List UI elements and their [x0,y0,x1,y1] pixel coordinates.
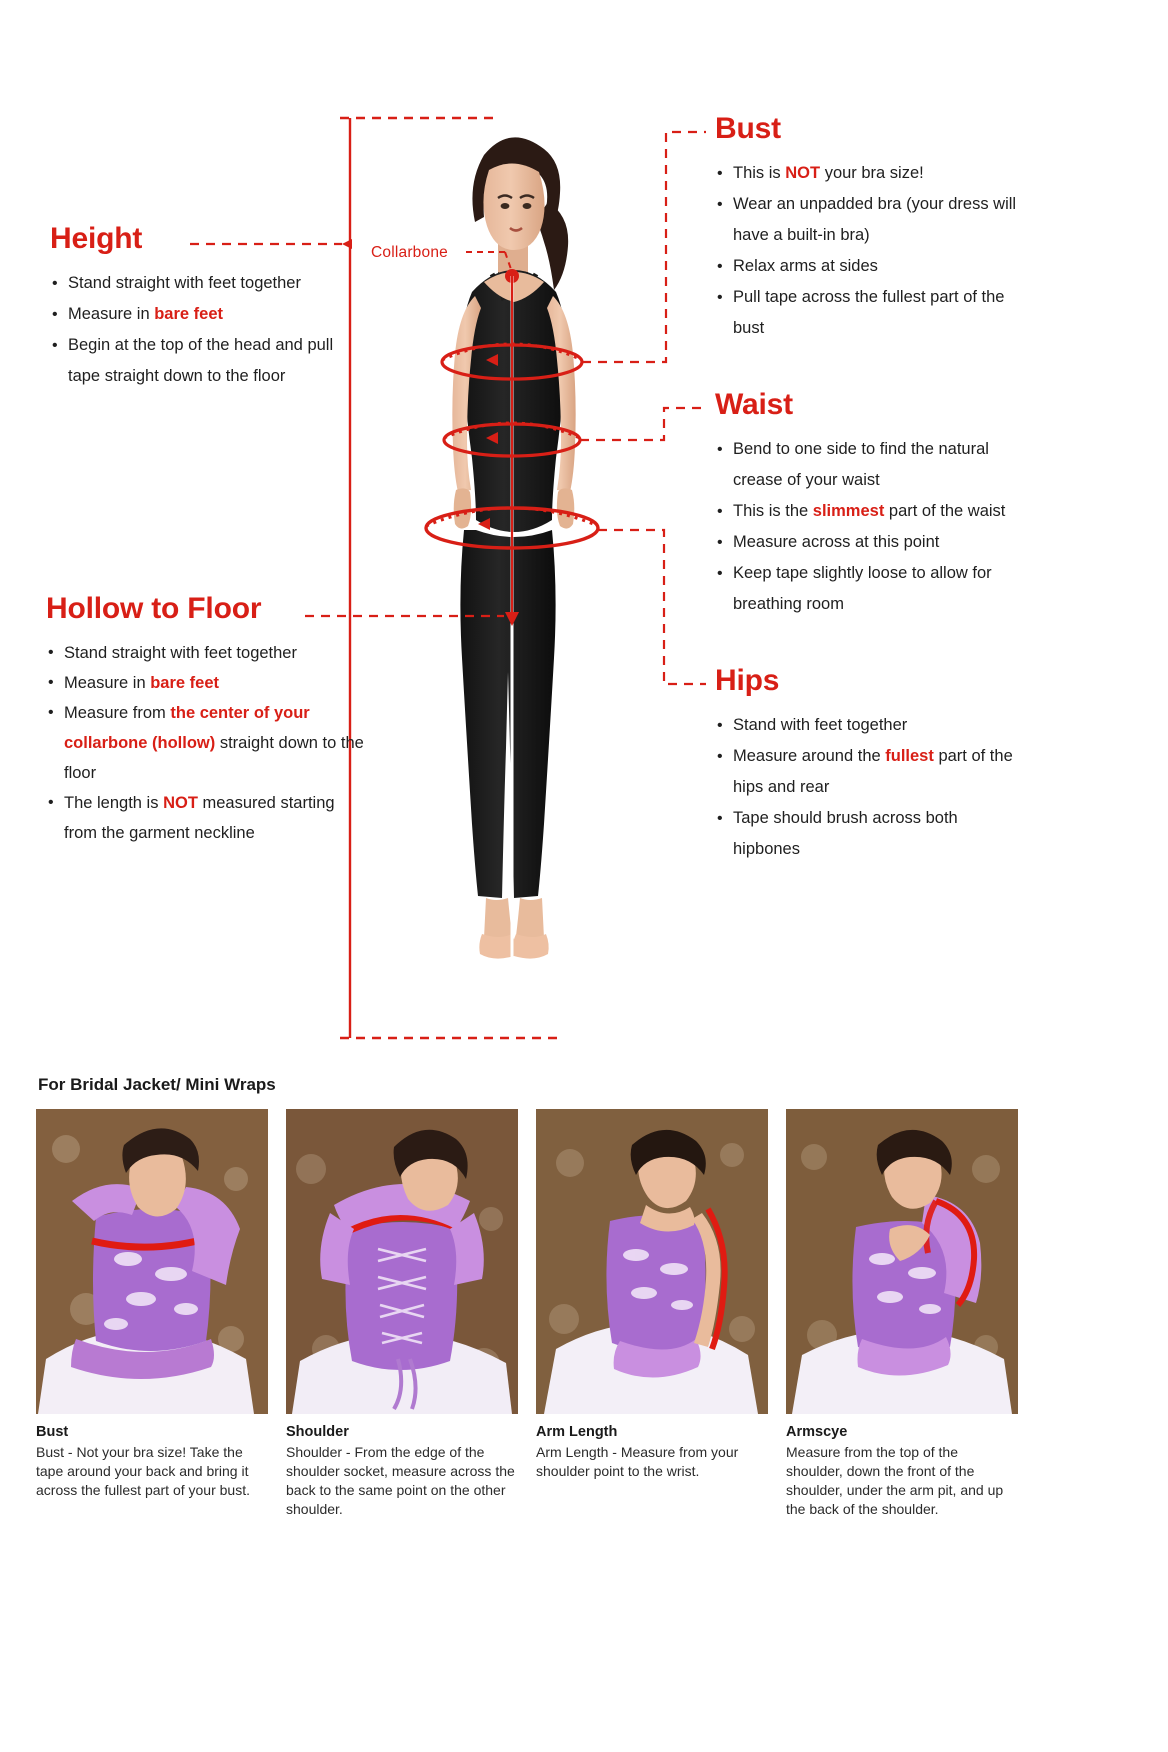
bullet-text: This is the [733,502,813,520]
bodysuit-legs [460,530,555,898]
bride-arm-length-photo [536,1109,768,1414]
card-title: Bust [36,1424,69,1440]
bullet-item [46,668,366,698]
list-item [536,1109,768,1519]
bullet-item [715,558,1030,620]
bullet-text: straight down to the floor [64,734,364,782]
bust-title: Bust [715,112,781,145]
bridal-jacket-title: For Bridal Jacket/ Mini Wraps [38,1075,276,1094]
bullet-text: This is [733,164,786,182]
bullet-item [715,741,1015,803]
bullet-text: Tape should brush across both hipbones [733,809,958,858]
height-block [50,222,350,392]
card-title: Shoulder [286,1424,349,1440]
bullet-text: Bend to one side to find the natural crease of your waist [733,440,989,489]
bullet-item [46,788,366,848]
bullet-item [715,158,1025,189]
list-item [36,1109,268,1519]
bullet-text: Wear an unpadded bra (your dress will have a built-in bra) [733,195,1017,244]
height-title: Height [50,222,143,255]
bullet-item [46,638,366,668]
bullet-text: Measure from [64,704,171,722]
highlight-text: NOT [785,164,821,182]
list-item [786,1109,1018,1519]
bridal-jacket-cards [36,1109,1132,1519]
hips-block [715,664,1015,865]
bullet-text: part of the waist [884,502,1006,520]
bullet-text: Measure in [68,305,155,323]
highlight-text: bare feet [150,674,219,692]
waist-bullets [715,434,1030,620]
bullet-text: Relax arms at sides [733,257,878,275]
hollow-to-floor-block [46,592,366,848]
bullet-item [715,803,1015,865]
card-text: Shoulder - From the edge of the shoulder socket, measure across the back to the same point on the other shoulder. [286,1444,515,1517]
bride-back-bolero-photo [286,1109,518,1414]
highlight-text: fullest [885,747,934,765]
bullet-text: Stand with feet together [733,716,908,734]
hollow-to-floor-title: Hollow to Floor [46,592,262,625]
bullet-text: your bra size! [820,164,924,182]
bride-front-bolero-photo [36,1109,268,1414]
bullet-item [715,527,1030,558]
bullet-item [715,434,1030,496]
bullet-text: Measure across at this point [733,533,940,551]
waist-block [715,388,1030,620]
bust-bullets [715,158,1025,344]
highlight-text: the center of your collarbone (hollow) [64,704,310,752]
bridal-jacket-section [0,1075,1168,1519]
waist-title: Waist [715,388,793,421]
bullet-item [50,299,350,330]
bullet-item [715,189,1025,251]
bullet-text: Keep tape slightly loose to allow for breathing room [733,564,992,613]
card-text: Bust - Not your bra size! Take the tape around your back and bring it across the fullest part of your bust. [36,1444,250,1498]
bullet-item [50,330,350,392]
bust-block [715,112,1025,344]
bullet-text: Measure around the [733,747,886,765]
bullet-text: The length is [64,794,164,812]
bullet-text: Pull tape across the fullest part of the bust [733,288,1005,337]
bullet-item [715,251,1025,282]
bullet-text: Begin at the top of the head and pull tape straight down to the floor [68,336,334,385]
bullet-text: measured starting from the garment neckline [64,794,335,842]
card-text: Measure from the top of the shoulder, down the front of the shoulder, under the arm pit, and up the back of the shoulder. [786,1444,1004,1517]
bullet-item [46,698,366,788]
bullet-item [715,496,1030,527]
collarbone-label: Collarbone [371,244,448,261]
highlight-text: slimmest [812,502,885,520]
list-item [286,1109,518,1519]
hips-bullets [715,710,1015,865]
hips-title: Hips [715,664,780,697]
bullet-item [715,710,1015,741]
bullet-text: Stand straight with feet together [64,644,297,662]
card-title: Armscye [786,1424,848,1440]
card-title: Arm Length [536,1424,618,1440]
highlight-text: bare feet [154,305,223,323]
bullet-item [50,268,350,299]
bride-armscye-photo [786,1109,1018,1414]
bullet-text: Measure in [64,674,151,692]
bullet-text: Stand straight with feet together [68,274,301,292]
height-bullets [50,268,350,392]
hollow-to-floor-bullets [46,638,366,848]
bullet-text: part of the hips and rear [733,747,1013,796]
card-text: Arm Length - Measure from your shoulder point to the wrist. [536,1444,739,1479]
highlight-text: NOT [163,794,198,812]
face-shape [483,163,544,250]
bullet-item [715,282,1025,344]
